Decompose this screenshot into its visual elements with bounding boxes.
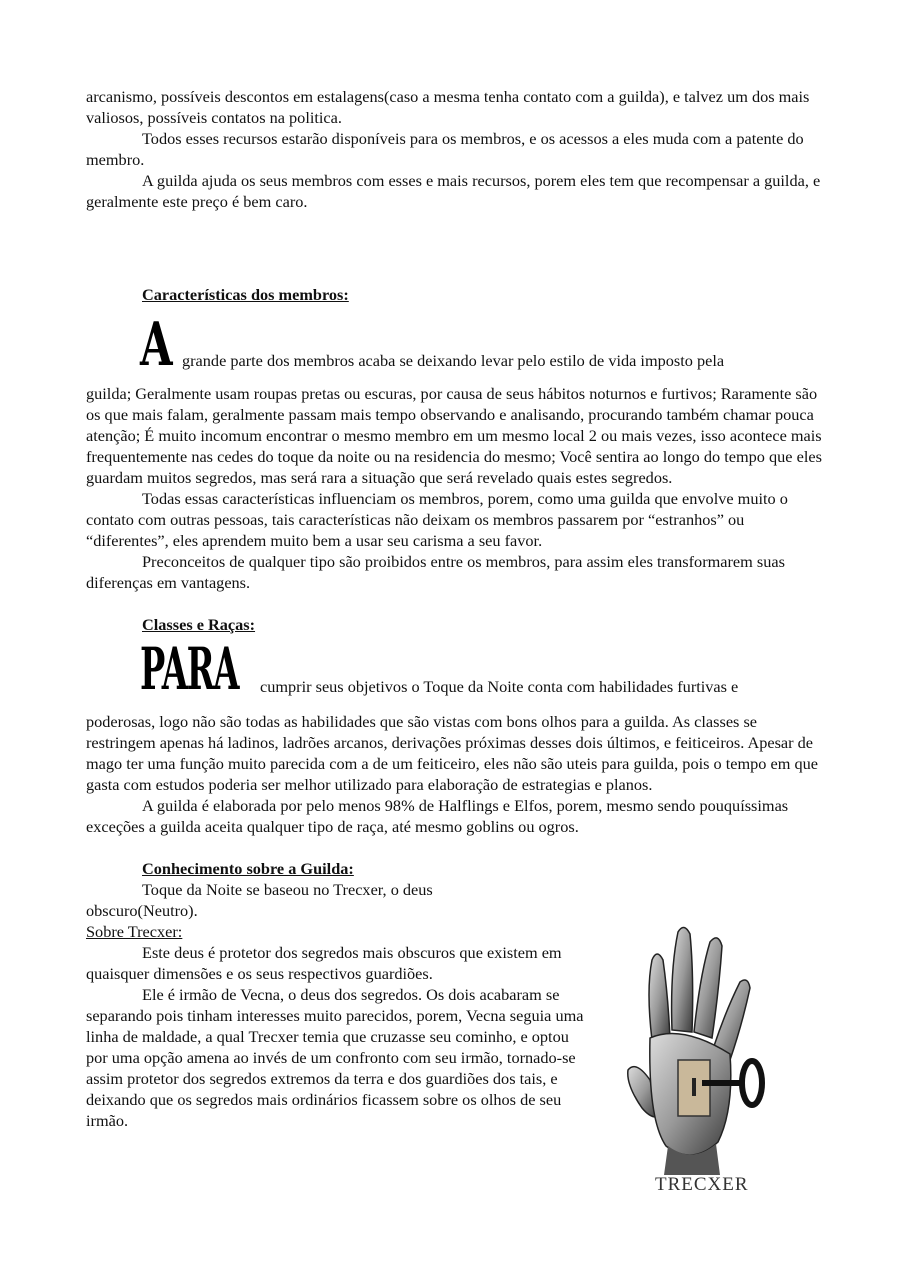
sec3-paragraph-1: Toque da Noite se baseou no Trecxer, o deus obscuro(Neutro). [86,880,433,920]
sec1-paragraph-2: Todas essas características influenciam os membros, porem, como uma guilda que envolve muito o contato com outras pessoas, tais características não deixam os membros passarem por “estranhos” ou “diferentes”, eles aprendem muito bem a usar seu carisma a seu favor. [86,489,788,550]
sec3-paragraph-2: Este deus é protetor dos segredos mais obscuros que existem em quaisquer dimensões e os seus respectivos guardiões. [86,943,562,983]
dropword-para: PARA [140,635,239,703]
first-line-text: cumprir seus objetivos o Toque da Noite conta com habilidades furtivas e [260,677,739,696]
intro-paragraph-2: Todos esses recursos estarão disponíveis para os membros, e os acessos a eles muda com a patente do membro. [86,129,804,169]
conhecimento-column [86,879,591,1131]
subheading-sobre-trecxer: Sobre Trecxer: [86,922,183,941]
section-heading-caracteristicas: Características dos membros: [142,285,349,304]
section-heading-classes: Classes e Raças: [142,615,256,634]
figure-caption: TRECXER [655,1174,749,1195]
dropcap-line [140,310,822,380]
intro-paragraph-3: A guilda ajuda os seus membros com esses e mais recursos, porem eles tem que recompensar a guilda, e geralmente este preço é bem caro. [86,171,821,211]
intro-paragraph-1: arcanismo, possíveis descontos em estalagens(caso a mesma tenha contato com a guilda), e talvez um dos mais valiosos, possíveis contatos na politica. [86,87,810,127]
first-line-text: grande parte dos membros acaba se deixando levar pelo estilo de vida imposto pela [182,351,725,370]
dropword-line [140,635,822,703]
dropcap-a: A [140,310,173,380]
sec2-paragraph-1: poderosas, logo não são todas as habilidades que são vistas com bons olhos para a guilda. As classes se restringem apenas há ladinos, ladrões arcanos, derivações próximas desses dois últimos, e feiticeiros. Apesar de mago ter uma função muito parecida com a de um feiticeiro, eles não são uteis para guilda, pois o tempo em que gasta com estudos poderia ser melhor utilizado para elaboração de estrategias e planos. [86,712,818,794]
hand-with-key-illustration [622,920,772,1200]
sec1-paragraph-3: Preconceitos de qualquer tipo são proibidos entre os membros, para assim eles transformarem suas diferenças em vantagens. [86,552,785,592]
sec3-paragraph-3: Ele é irmão de Vecna, o deus dos segredos. Os dois acabaram se separando pois tinham interesses muito parecidos, porem, Vecna seguia uma linha de maldade, a qual Trecxer temia que cruzasse seu cominho, e optou por uma opção amena ao invés de um confronto com seu irmão, tornado-se assim protetor dos segredos extremos da terra e dos guardiões dos tais, e deixando que os segredos mais ordinários ficassem sobre os olhos de seu irmão. [86,985,584,1130]
section-heading-conhecimento: Conhecimento sobre a Guilda: [142,859,354,878]
sec1-paragraph-1: guilda; Geralmente usam roupas pretas ou escuras, por causa de seus hábitos noturnos e furtivos; Raramente são os que mais falam, geralmente passam mais tempo observando e analisando, procurando também chamar pouca atenção; É muito incomum encontrar o mesmo membro em um mesmo local 2 ou mais vezes, isso acontece mais frequentemente nas cedes do toque da noite ou na residencia do mesmo; Você sentira ao longo do tempo que eles guardam muitos segredos, mas será rara a situação que será revelado quais estes segredos. [86,384,822,487]
sec2-paragraph-2: A guilda é elaborada por pelo menos 98% de Halflings e Elfos, porem, mesmo sendo pouquíssimas exceções a guilda aceita qualquer tipo de raça, até mesmo goblins ou ogros. [86,796,789,836]
